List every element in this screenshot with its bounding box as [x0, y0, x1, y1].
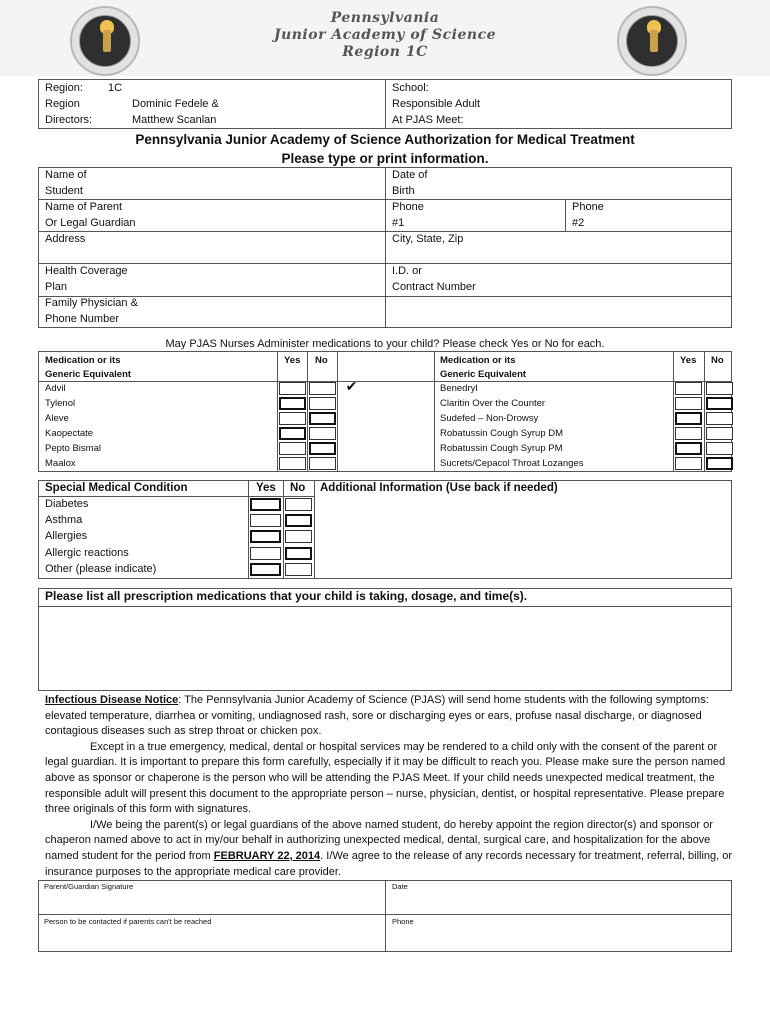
other-yes-checkbox[interactable] — [250, 563, 281, 576]
signature-date-label: Date — [392, 882, 408, 891]
notice-paragraph-1: : The Pennsylvania Junior Academy of Science (PJAS) will send home students with the following symptoms: elevated temperature, diarrhea or vomiting, undiagnosed rash, sore or discharging eyes or ears, profuse nasal discharge, or diagnosed contagious diseases such as strep throat or chicken pox. — [45, 694, 709, 738]
conditions-header: Special Medical Condition — [45, 482, 188, 494]
infectious-disease-notice — [45, 693, 735, 880]
med-left-pepto: Pepto Bismal — [45, 443, 101, 454]
directors-value-2[interactable]: Matthew Scanlan — [132, 114, 217, 126]
region-value[interactable]: 1C — [108, 82, 123, 94]
pepto-no-checkbox[interactable] — [309, 442, 336, 455]
med-no-header-right: No — [711, 355, 724, 366]
advil-yes-checkbox[interactable] — [279, 382, 306, 395]
sudefed-yes-checkbox[interactable] — [675, 412, 702, 425]
directors-value-1[interactable]: Dominic Fedele & — [132, 98, 219, 110]
academy-seal-right-icon — [617, 6, 687, 76]
directors-label-2: Directors: — [45, 114, 93, 126]
parent-name-label: Name of Parent — [45, 201, 123, 213]
diabetes-no-checkbox[interactable] — [285, 498, 312, 511]
parent-signature-label: Parent/Guardian Signature — [44, 882, 134, 891]
sucrets-yes-checkbox[interactable] — [675, 457, 702, 470]
robatussin-pm-yes-checkbox[interactable] — [675, 442, 702, 455]
tylenol-no-checkbox[interactable] — [309, 397, 336, 410]
med-left-maalox: Maalox — [45, 458, 76, 469]
student-name-label: Name of — [45, 169, 87, 181]
benedryl-no-checkbox[interactable] — [706, 382, 733, 395]
allergies-no-checkbox[interactable] — [285, 530, 312, 543]
med-no-header-left: No — [315, 355, 328, 366]
emergency-phone-label: Phone — [392, 917, 414, 926]
student-name-label-2: Student — [45, 185, 83, 197]
med-right-sudefed: Sudefed – Non-Drowsy — [440, 413, 539, 424]
robatussin-dm-yes-checkbox[interactable] — [675, 427, 702, 440]
notice-paragraph-3a: I/We being the parent(s) or legal guardians of the above named student, do hereby appoint the region director(s) and sponsor or chaperon named above to act in my/our behalf in authorizing unexpected medical, dental, surgical care, and hospitalization for the above named student for the period from — [45, 818, 713, 862]
med-left-aleve: Aleve — [45, 413, 69, 424]
address-label: Address — [45, 233, 86, 245]
additional-info-header: Additional Information (Use back if needed) — [320, 482, 558, 494]
diabetes-yes-checkbox[interactable] — [250, 498, 281, 511]
advil-no-checkbox[interactable] — [309, 382, 336, 395]
conditions-yes-header: Yes — [256, 482, 276, 494]
maalox-yes-checkbox[interactable] — [279, 457, 306, 470]
conditions-no-header: No — [290, 482, 306, 494]
sucrets-no-checkbox[interactable] — [706, 457, 733, 470]
med-col-header-left: Medication or its — [45, 355, 121, 366]
med-col-header-left-2: Generic Equivalent — [45, 369, 132, 380]
med-right-sucrets: Sucrets/Cepacol Throat Lozanges — [440, 458, 584, 469]
contract-number-label-2: Contract Number — [392, 281, 476, 293]
med-right-robatussin-dm: Robatussin Cough Syrup DM — [440, 428, 564, 439]
med-right-benedryl: Benedryl — [440, 383, 478, 394]
academy-seal-left-icon — [70, 6, 140, 76]
med-left-tylenol: Tylenol — [45, 398, 76, 409]
med-right-claritin: Claritin Over the Counter — [440, 398, 546, 409]
physician-label-2: Phone Number — [45, 313, 119, 325]
kaopectate-yes-checkbox[interactable] — [279, 427, 306, 440]
org-title-line3: Region 1C — [342, 44, 428, 60]
claritin-yes-checkbox[interactable] — [675, 397, 702, 410]
contract-number-label: I.D. or — [392, 265, 422, 277]
med-right-robatussin-pm: Robatussin Cough Syrup PM — [440, 443, 563, 454]
city-state-zip-label: City, State, Zip — [392, 233, 464, 245]
med-col-header-right-2: Generic Equivalent — [440, 369, 527, 380]
kaopectate-no-checkbox[interactable] — [309, 427, 336, 440]
physician-label: Family Physician & — [45, 297, 138, 309]
aleve-yes-checkbox[interactable] — [279, 412, 306, 425]
school-label: School: — [392, 82, 429, 94]
phone1-label: Phone — [392, 201, 424, 213]
benedryl-yes-checkbox[interactable] — [675, 382, 702, 395]
health-coverage-label: Health Coverage — [45, 265, 128, 277]
responsible-adult-label: Responsible Adult — [392, 98, 481, 110]
emergency-contact-label: Person to be contacted if parents can't be reached — [44, 917, 212, 926]
notice-date: FEBRUARY 22, 2014 — [213, 849, 321, 862]
region-label: Region: — [45, 82, 83, 94]
dob-label-2: Birth — [392, 185, 415, 197]
tylenol-yes-checkbox[interactable] — [279, 397, 306, 410]
allergic-reactions-no-checkbox[interactable] — [285, 547, 312, 560]
med-left-advil: Advil — [45, 383, 66, 394]
phone1-label-2: #1 — [392, 217, 405, 229]
notice-title: Infectious Disease Notice — [45, 694, 179, 706]
robatussin-pm-no-checkbox[interactable] — [706, 442, 733, 455]
directors-label: Region — [45, 98, 80, 110]
org-title-line1: Pennsylvania — [330, 10, 440, 26]
org-title-line2: Junior Academy of Science — [273, 27, 497, 43]
parent-name-label-2: Or Legal Guardian — [45, 217, 136, 229]
med-left-kaopectate: Kaopectate — [45, 428, 94, 439]
notice-paragraph-3b: . I/We agree to the release of any records necessary for treatment, referral, billing, or insurance purposes to the appropriate medical care provider. — [45, 849, 733, 878]
sudefed-no-checkbox[interactable] — [706, 412, 733, 425]
notice-paragraph-2: Except in a true emergency, medical, dental or hospital services may be rendered to a child only with the consent of the parent or legal guardian. It is important to prepare this form carefully, especially if it may be difficult to reach you. Please make sure the person named above as sponsor or chaperone is the person who will be attending the PJAS Meet. If your child needs unexpected medical treatment, the responsible adult will present this document to the appropriate person – nurse, physician, dentist, or hospital representative. Please prepare three originals of this form with signatures. — [45, 740, 726, 816]
phone2-label-2: #2 — [572, 217, 585, 229]
medications-table — [38, 351, 732, 472]
condition-asthma: Asthma — [45, 514, 83, 526]
aleve-no-checkbox[interactable] — [309, 412, 336, 425]
med-yes-header-right: Yes — [680, 355, 697, 366]
condition-allergic-reactions: Allergic reactions — [45, 547, 129, 559]
pepto-yes-checkbox[interactable] — [279, 442, 306, 455]
asthma-yes-checkbox[interactable] — [250, 514, 281, 527]
dob-label: Date of — [392, 169, 428, 181]
maalox-no-checkbox[interactable] — [309, 457, 336, 470]
prescriptions-header: Please list all prescription medications that your child is taking, dosage, and time(s). — [45, 589, 528, 603]
med-yes-header-left: Yes — [284, 355, 301, 366]
condition-allergies: Allergies — [45, 530, 88, 542]
form-subtitle: Please type or print information. — [281, 151, 489, 166]
asthma-no-checkbox[interactable] — [285, 514, 312, 527]
med-col-header-right: Medication or its — [440, 355, 516, 366]
health-coverage-label-2: Plan — [45, 281, 68, 293]
phone2-label: Phone — [572, 201, 604, 213]
allergies-yes-checkbox[interactable] — [250, 530, 281, 543]
other-no-checkbox[interactable] — [285, 563, 312, 576]
allergic-reactions-yes-checkbox[interactable] — [250, 547, 281, 560]
robatussin-dm-no-checkbox[interactable] — [706, 427, 733, 440]
condition-diabetes: Diabetes — [45, 498, 89, 510]
responsible-adult-label-2: At PJAS Meet: — [392, 114, 464, 126]
claritin-no-checkbox[interactable] — [706, 397, 733, 410]
form-title: Pennsylvania Junior Academy of Science Authorization for Medical Treatment — [135, 132, 635, 147]
medications-question: May PJAS Nurses Administer medications to your child? Please check Yes or No for each. — [165, 338, 605, 350]
condition-other: Other (please indicate) — [45, 563, 157, 575]
advil-no-checkmark-icon: ✔ — [345, 378, 358, 394]
